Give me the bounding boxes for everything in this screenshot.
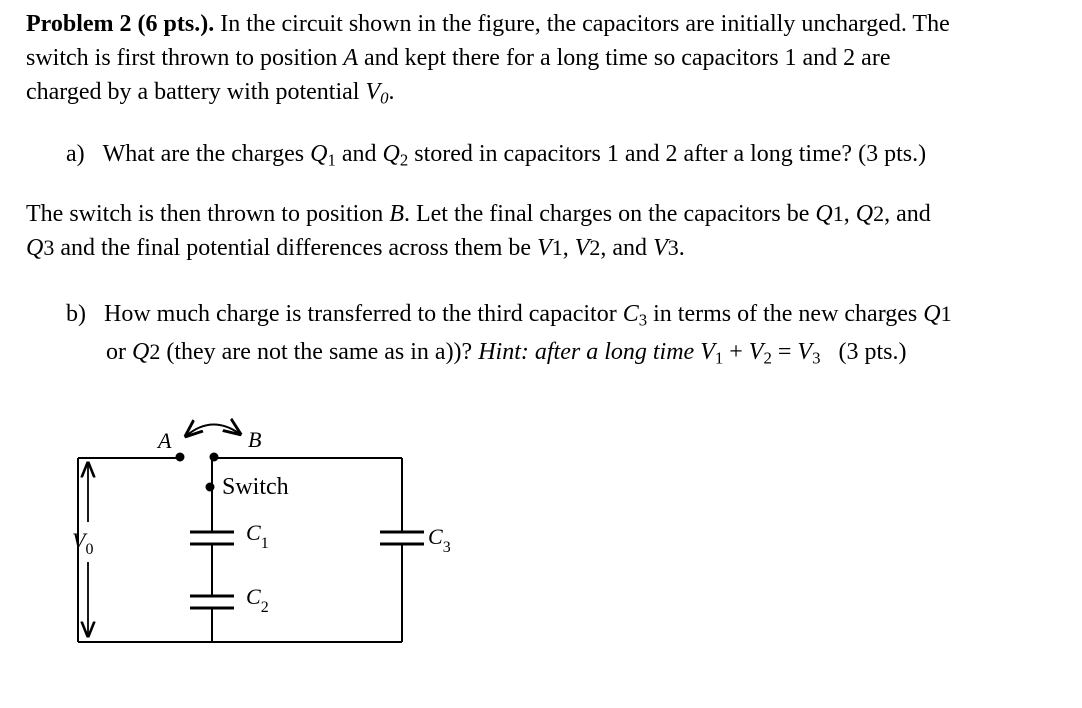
part-a-text: stored in capacitors 1 and 2 after a long time? (3 pts.) <box>408 141 927 167</box>
part-b-text: in terms of the new charges <box>647 301 924 327</box>
terminal-a-dot <box>176 453 185 462</box>
hint-text: Hint: after a long time <box>478 339 701 365</box>
c1-label: $C_1$ <box>246 520 269 552</box>
v2-symbol: V2 <box>574 235 601 261</box>
v0-label: $V_0$ <box>72 528 94 558</box>
q2-symbol: Q2 <box>132 339 161 365</box>
period: . <box>388 79 395 105</box>
switch-pivot-dot <box>206 483 215 492</box>
v1-symbol: V1 <box>537 235 563 261</box>
intro-text: switch is first thrown to position <box>26 45 344 71</box>
part-b-label: b) <box>66 301 86 327</box>
v2-symbol: $V_2$ <box>748 339 772 368</box>
intro-text: and kept there for a long time so capacitors 1 and 2 are <box>358 45 891 71</box>
part-a-label: a) <box>66 141 85 167</box>
switch-label: Switch <box>222 474 289 500</box>
comma: , <box>843 201 856 227</box>
period: . <box>678 235 685 261</box>
part-b-text: How much charge is transferred to the third capacitor <box>104 301 623 327</box>
equals-sign: = <box>771 339 798 365</box>
mid-text: , and <box>600 235 654 261</box>
c3-symbol: $C_3$ <box>622 301 648 330</box>
terminal-b-dot <box>210 453 219 462</box>
q3-symbol: Q3 <box>26 235 55 261</box>
comma: , <box>562 235 575 261</box>
q1-symbol: $Q_1$ <box>310 141 336 170</box>
position-a-symbol: A <box>343 45 359 71</box>
position-b-symbol: B <box>389 201 404 227</box>
v0-symbol: $V_0$ <box>365 79 389 108</box>
part-b-text: (they are not the same as in a))? <box>160 339 479 365</box>
part-a-text: What are the charges <box>102 141 311 167</box>
v1-symbol: $V_1$ <box>700 339 724 368</box>
switch-throw-arrow <box>186 424 240 436</box>
intro-text: charged by a battery with potential <box>26 79 366 105</box>
mid-text: The switch is then thrown to position <box>26 201 390 227</box>
c3-label: $C_3$ <box>428 524 451 556</box>
mid-text: . Let the final charges on the capacitors be <box>403 201 816 227</box>
intro-text: In the circuit shown in the figure, the capacitors are initially uncharged. The <box>220 11 950 37</box>
q1-symbol: Q1 <box>815 201 844 227</box>
v3-symbol: V3 <box>653 235 679 261</box>
q2-symbol: Q2 <box>855 201 885 227</box>
c2-label: $C_2$ <box>246 584 269 616</box>
part-a-text: and <box>335 141 383 167</box>
mid-text: and the final potential differences across them be <box>54 235 538 261</box>
problem-heading: Problem 2 (6 pts.). <box>26 11 215 37</box>
points-text: (3 pts.) <box>820 339 907 365</box>
v3-symbol: $V_3$ <box>797 339 821 368</box>
part-b-text: or <box>106 339 132 365</box>
q1-symbol: Q1 <box>923 301 952 327</box>
q2-symbol: $Q_2$ <box>382 141 409 170</box>
label-a: A <box>158 428 172 453</box>
plus-sign: + <box>723 339 749 365</box>
label-b: B <box>248 427 262 452</box>
mid-text: , and <box>884 201 931 227</box>
